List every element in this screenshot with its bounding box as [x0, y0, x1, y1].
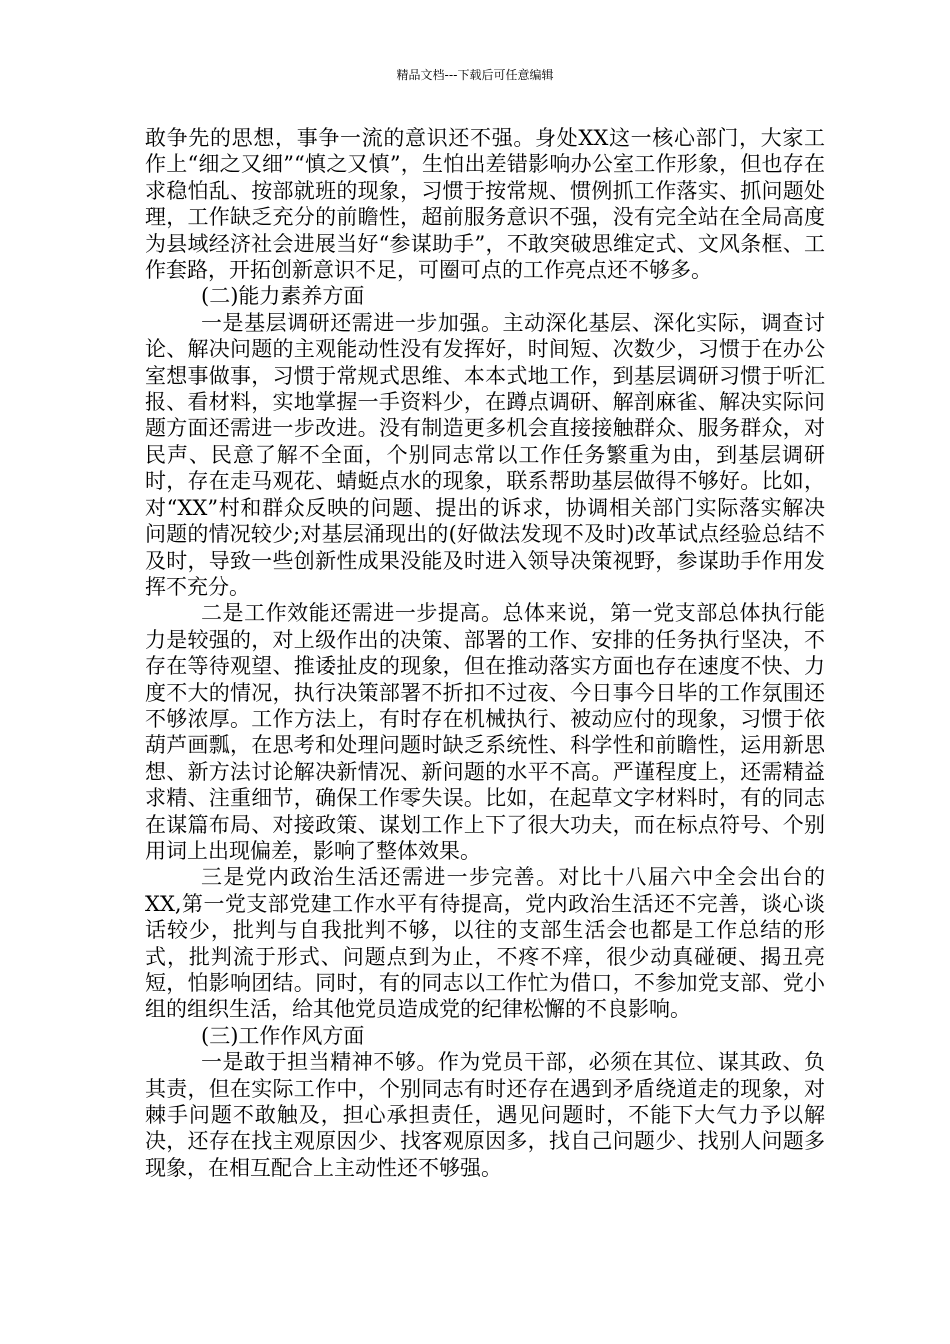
section-heading-ability: (二)能力素养方面	[201, 284, 365, 309]
paragraph-efficiency: 二是工作效能还需进一步提高。总体来说，第一党支部总体执行能力是较强的，对上级作出的决策、部署的工作、安排的任务执行坚决，不存在等待观望、推诿扯皮的现象，但在推动落实方面也存在速度不快、力度不大的情况，执行决策部署不折扣不过夜、今日事今日毕的工作氛围还不够浓厚。工作方法上，有时存在机械执行、被动应付的现象，习惯于依葫芦画瓢，在思考和处理问题时缺乏系统性、科学性和前瞻性，运用新思想、新方法讨论解决新情况、新问题的水平不高。严谨程度上，还需精益求精、注重细节，确保工作零失误。比如，在起草文字材料时，有的同志在谋篇布局、对接政策、谋划工作上下了很大功夫，而在标点符号、个别用词上出现偏差，影响了整体效果。	[145, 601, 825, 863]
paragraph-party-life: 三是党内政治生活还需进一步完善。对比十八届六中全会出台的XX,第一党支部党建工作水平有待提高，党内政治生活还不完善，谈心谈话较少，批判与自我批判不够，以往的支部生活会也都是工作总结的形式，批判流于形式、问题点到为止，不疼不痒，很少动真碰硬、揭丑亮短，怕影响团结。同时，有的同志以工作忙为借口，不参加党支部、党小组的组织生活，给其他党员造成党的纪律松懈的不良影响。	[145, 865, 825, 1022]
section-heading-work-style: (三)工作作风方面	[201, 1023, 365, 1048]
paragraph-responsibility: 一是敢于担当精神不够。作为党员干部，必须在其位、谋其政、负其责，但在实际工作中，个别同志有时还存在遇到矛盾绕道走的现象，对棘手问题不敢触及，担心承担责任，遇见问题时，不能下大气力予以解决，还存在找主观原因少、找客观原因多，找自己问题少、找别人问题多现象，在相互配合上主动性还不够强。	[145, 1050, 825, 1180]
paragraph-intro-continuation: 敢争先的思想，事争一流的意识还不强。身处XX这一核心部门，大家工作上“细之又细”“慎之又慎”，生怕出差错影响办公室工作形象，但也存在求稳怕乱、按部就班的现象，习惯于按常规、惯例抓工作落实、抓问题处理，工作缺乏充分的前瞻性，超前服务意识不强，没有完全站在全局高度为县域经济社会进展当好“参谋助手”，不敢突破思维定式、文风条框、工作套路，开拓创新意识不足，可圈可点的工作亮点还不够多。	[145, 126, 825, 283]
paragraph-research: 一是基层调研还需进一步加强。主动深化基层、深化实际，调查讨论、解决问题的主观能动性没有发挥好，时间短、次数少，习惯于在办公室想事做事，习惯于常规式思维、本本式地工作，到基层调研习惯于听汇报、看材料，实地掌握一手资料少，在蹲点调研、解剖麻雀、解决实际问题方面还需进一步改进。没有制造更多机会直接接触群众、服务群众，对民声、民意了解不全面，个别同志常以工作任务繁重为由，到基层调研时，存在走马观花、蜻蜓点水的现象，联系帮助基层做得不够好。比如，对“XX”村和群众反映的问题、提出的诉求，协调相关部门实际落实解决问题的情况较少;对基层涌现出的(好做法发现不及时)改革试点经验总结不及时，导致一些创新性成果没能及时进入领导决策视野，参谋助手作用发挥不充分。	[145, 310, 825, 599]
document-body	[145, 125, 825, 1181]
page-header: 精品文档---下载后可任意编辑	[396, 68, 554, 82]
